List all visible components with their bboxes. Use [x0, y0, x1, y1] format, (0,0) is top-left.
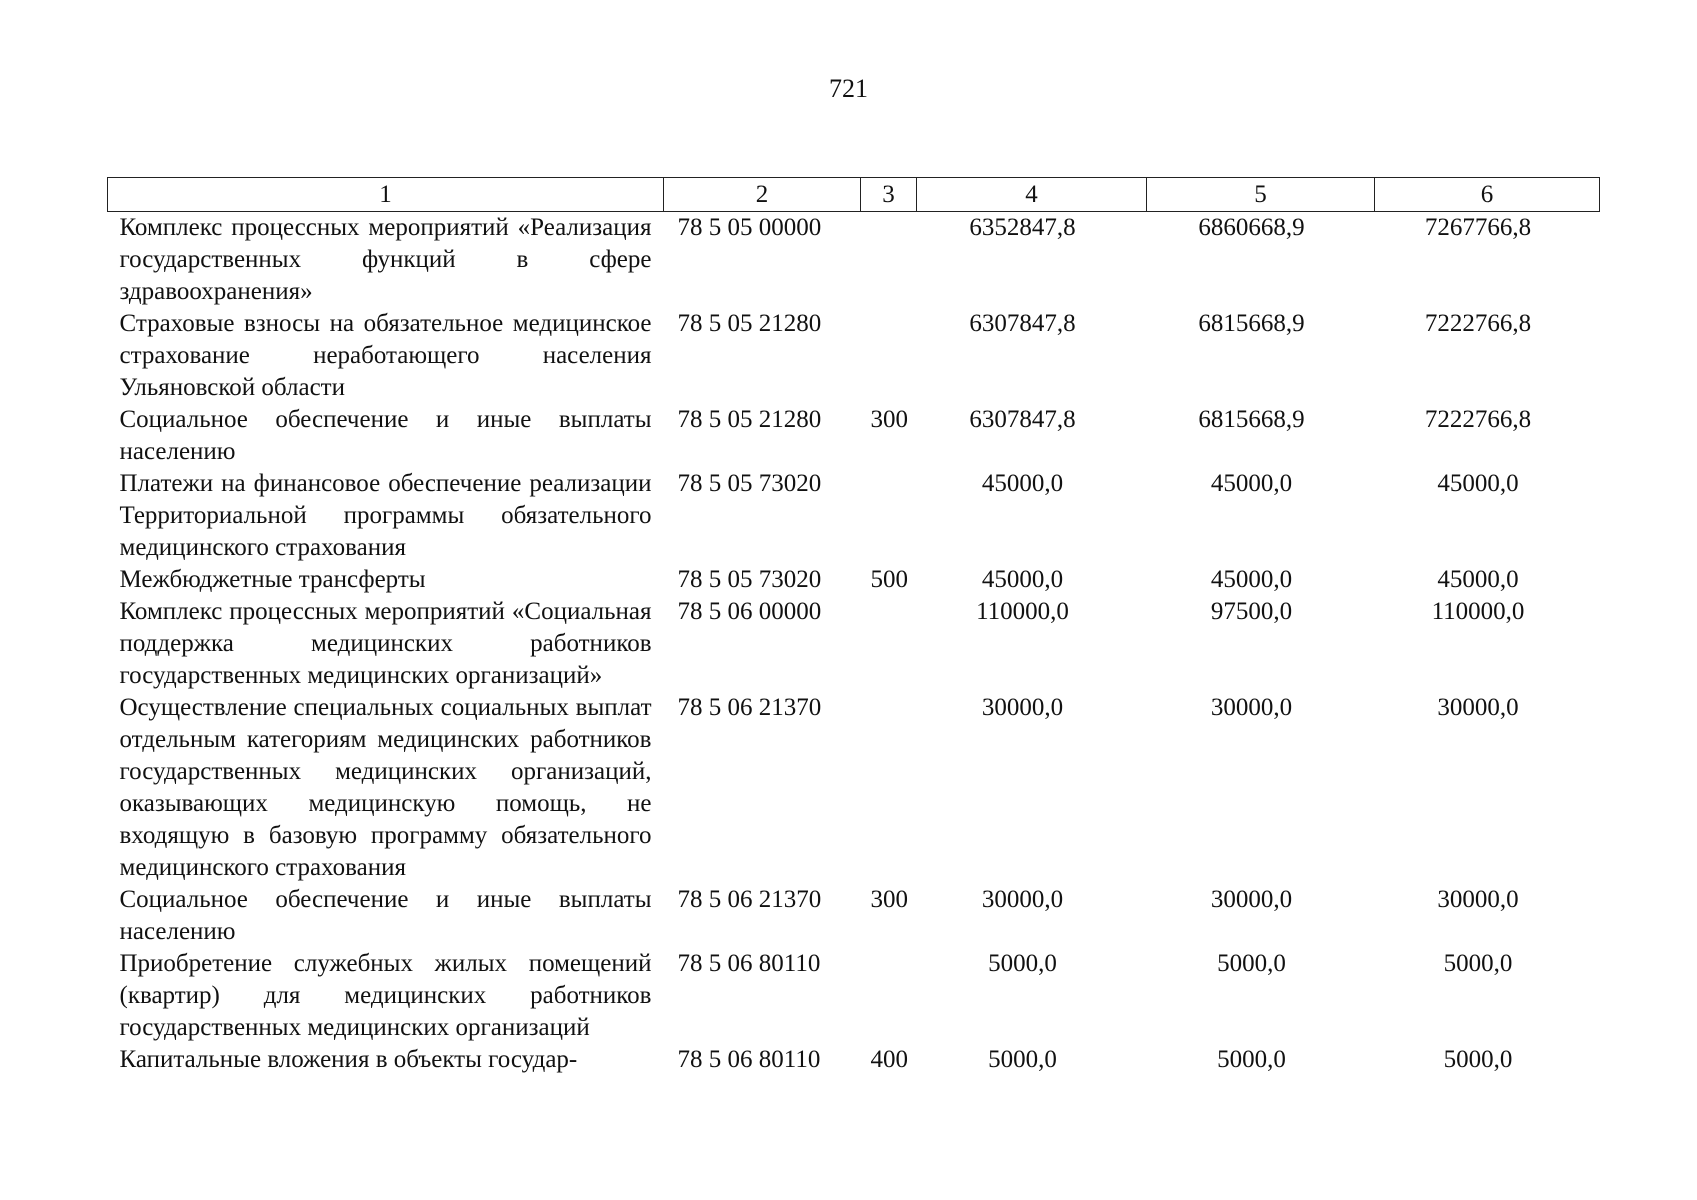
- row-expense-type-cell: [861, 308, 917, 404]
- row-expense-type-cell: [861, 468, 917, 564]
- table-row: [108, 948, 1600, 1044]
- row-amount-cell: 30000,0: [981, 694, 1064, 721]
- row-expense-type-cell: 300: [870, 886, 908, 913]
- row-code-cell: 78 5 05 21280: [677, 310, 822, 337]
- row-amount-cell: 5000,0: [988, 950, 1057, 977]
- row-code-cell: 78 5 05 73020: [677, 470, 822, 497]
- table-row: [108, 468, 1600, 564]
- row-expense-type-cell: [861, 948, 917, 1044]
- row-amount-cell: 7222766,8: [1424, 406, 1532, 433]
- column-header: 2: [664, 178, 861, 212]
- table-row: [108, 692, 1600, 884]
- column-header: 6: [1375, 178, 1600, 212]
- row-amount-cell: 5000,0: [1217, 1046, 1286, 1073]
- row-amount-cell: 110000,0: [976, 598, 1069, 625]
- column-header: 1: [108, 178, 664, 212]
- row-name-cell: Комплекс процессных мероприятий «Реализация государственных функций в сфере здравоохранения»: [119, 214, 652, 305]
- row-amount-cell: 45000,0: [1437, 470, 1519, 497]
- column-header: 4: [917, 178, 1147, 212]
- row-amount-cell: 5000,0: [1443, 1046, 1513, 1073]
- table-row: [108, 308, 1600, 404]
- column-header: 3: [861, 178, 917, 212]
- row-expense-type-cell: [861, 212, 917, 309]
- table-row: [108, 404, 1600, 468]
- row-amount-cell: 6815668,9: [1198, 310, 1305, 337]
- row-amount-cell: 45000,0: [981, 470, 1064, 497]
- row-expense-type-cell: [861, 596, 917, 692]
- row-amount-cell: 30000,0: [1210, 694, 1293, 721]
- row-expense-type-cell: 400: [870, 1046, 908, 1073]
- row-code-cell: 78 5 06 21370: [677, 694, 822, 721]
- column-header: 5: [1147, 178, 1375, 212]
- row-code-cell: 78 5 06 80110: [677, 950, 821, 977]
- column-number-header-row: [108, 178, 1600, 212]
- row-name-cell: Осуществление специальных социальных выплат отдельным категориям медицинских работников государственных медицинских организаций, оказывающих медицинскую помощь, не входящую в базовую программу обязательного медицинского страхования: [119, 694, 652, 881]
- row-code-cell: 78 5 05 73020: [677, 566, 822, 593]
- row-amount-cell: 6352847,8: [969, 214, 1076, 241]
- row-amount-cell: 30000,0: [981, 886, 1064, 913]
- row-amount-cell: 5000,0: [1443, 950, 1513, 977]
- row-expense-type-cell: 300: [870, 406, 908, 433]
- row-name-cell: Страховые взносы на обязательное медицинское страхование неработающего населения Ульяновской области: [119, 310, 652, 401]
- row-code-cell: 78 5 06 00000: [677, 598, 822, 625]
- row-name-cell: Приобретение служебных жилых помещений (квартир) для медицинских работников государственных медицинских организаций: [119, 950, 652, 1041]
- page-number: 721: [829, 74, 868, 103]
- row-name-cell: Капитальные вложения в объекты государ-: [119, 1046, 578, 1073]
- table-row: [108, 1044, 1600, 1076]
- table-row: [108, 564, 1600, 596]
- table-row: [108, 212, 1600, 309]
- row-name-cell: Платежи на финансовое обеспечение реализации Территориальной программы обязательного медицинского страхования: [119, 470, 652, 561]
- row-amount-cell: 45000,0: [981, 566, 1064, 593]
- row-amount-cell: 45000,0: [1437, 566, 1519, 593]
- row-name-cell: Комплекс процессных мероприятий «Социальная поддержка медицинских работников государственных медицинских организаций»: [119, 598, 652, 689]
- row-expense-type-cell: 500: [870, 566, 908, 593]
- row-amount-cell: 6860668,9: [1198, 214, 1305, 241]
- row-amount-cell: 110000,0: [1431, 598, 1525, 625]
- table-row: [108, 884, 1600, 948]
- row-amount-cell: 6815668,9: [1198, 406, 1305, 433]
- row-amount-cell: 97500,0: [1210, 598, 1293, 625]
- row-name-cell: Межбюджетные трансферты: [119, 566, 426, 593]
- table-row: [108, 596, 1600, 692]
- row-amount-cell: 5000,0: [988, 1046, 1057, 1073]
- row-amount-cell: 30000,0: [1437, 694, 1519, 721]
- row-amount-cell: 7222766,8: [1424, 310, 1532, 337]
- row-code-cell: 78 5 05 00000: [677, 214, 822, 241]
- row-code-cell: 78 5 06 80110: [677, 1046, 821, 1073]
- row-amount-cell: 30000,0: [1210, 886, 1293, 913]
- budget-table: [107, 177, 1600, 1076]
- row-name-cell: Социальное обеспечение и иные выплаты населению: [119, 886, 652, 945]
- row-code-cell: 78 5 05 21280: [677, 406, 822, 433]
- row-amount-cell: 30000,0: [1437, 886, 1519, 913]
- row-code-cell: 78 5 06 21370: [677, 886, 822, 913]
- row-expense-type-cell: [861, 692, 917, 884]
- row-amount-cell: 45000,0: [1210, 470, 1293, 497]
- row-amount-cell: 6307847,8: [969, 406, 1076, 433]
- row-name-cell: Социальное обеспечение и иные выплаты населению: [119, 406, 652, 465]
- row-amount-cell: 45000,0: [1210, 566, 1293, 593]
- row-amount-cell: 5000,0: [1217, 950, 1286, 977]
- row-amount-cell: 7267766,8: [1424, 214, 1532, 241]
- row-amount-cell: 6307847,8: [969, 310, 1076, 337]
